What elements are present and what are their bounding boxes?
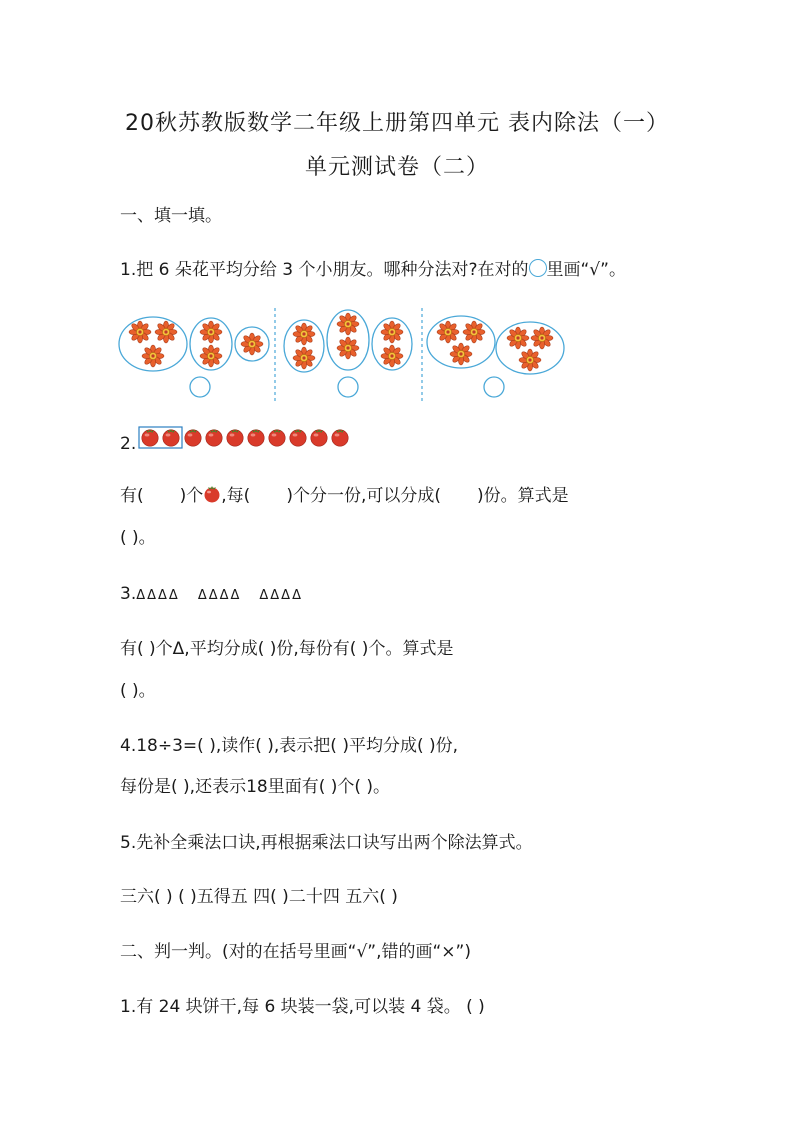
q3-label: 3. [120,584,137,604]
title-line-1: 20秋苏教版数学二年级上册第四单元 表内除法（一） [125,111,669,136]
section1-heading: 一、填一填。 [120,206,222,226]
tomato-icon [203,485,221,503]
q1-text-after: 里画“√”。 [546,260,626,280]
section2-heading: 二、判一判。(对的在括号里画“√”,错的画“×”) [120,942,471,962]
flower-grouping-illustration [116,306,576,406]
triangle-group-2: ΔΔΔΔ [197,588,242,603]
question-2-line-2: ( )。 [120,528,156,548]
question-5-text: 5.先补全乘法口诀,再根据乘法口诀写出两个除法算式。 [120,833,533,853]
question-2-label: 2. [120,434,137,454]
q2-part-2: )个 [179,486,204,506]
q2-part-4: )个分一份,可以分成( [286,486,441,506]
question-4-line-1: 4.18÷3=( ),读作( ),表示把( )平均分成( )份, [120,736,459,756]
question-3-line-1: 有( )个Δ,平均分成( )份,每份有( )个。算式是 [120,639,454,659]
answer-circle-a[interactable] [190,377,210,397]
question-2-line-1 [120,484,569,508]
title-line-2: 单元测试卷（二） [304,155,489,180]
answer-circle-c[interactable] [484,377,504,397]
section2-question-1: 1.有 24 块饼干,每 6 块装一袋,可以装 4 袋。 ( ) [120,997,485,1017]
q2-part-3: ,每( [221,486,251,506]
q2-part-1: 有( [120,486,144,506]
tomato-row-illustration [138,426,352,450]
answer-circle-b[interactable] [338,377,358,397]
q2-part-5: )份。算式是 [477,486,569,506]
question-3-triangles [120,582,303,608]
question-3-line-2: ( )。 [120,681,156,701]
question-1 [120,258,626,282]
question-4-line-2: 每份是( ),还表示18里面有( )个( )。 [120,777,391,797]
triangle-group-3: ΔΔΔΔ [259,588,303,603]
question-5-items: 三六( ) ( )五得五 四( )二十四 五六( ) [120,887,398,907]
answer-circle-icon [529,259,547,277]
triangle-group-1: ΔΔΔΔ [136,588,180,603]
q1-text-before: 1.把 6 朵花平均分给 3 个小朋友。哪种分法对?在对的 [120,260,529,280]
